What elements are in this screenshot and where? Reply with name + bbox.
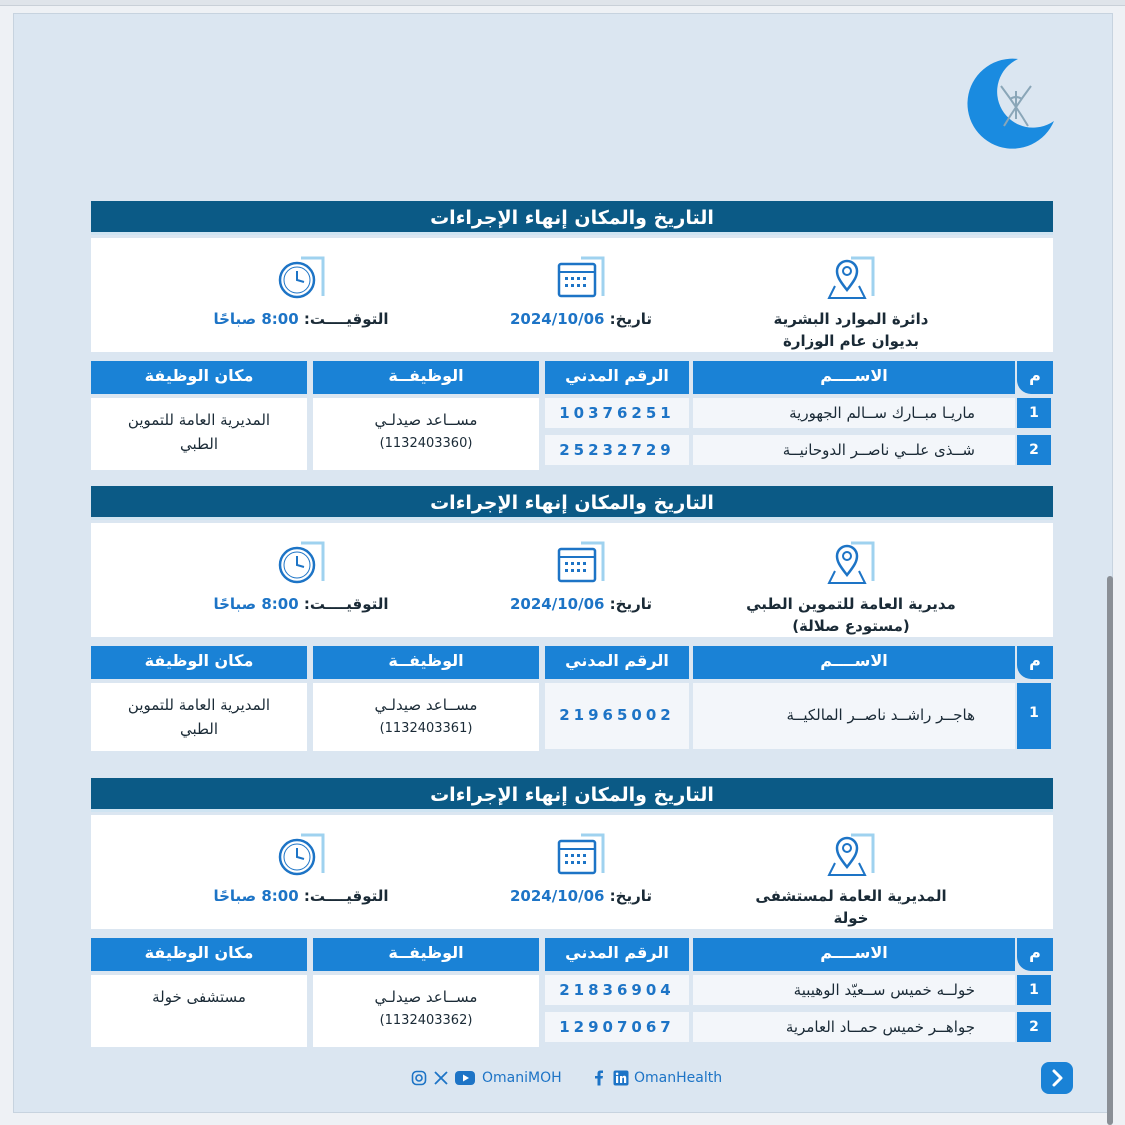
- calendar-icon: [555, 541, 607, 587]
- section-1: [91, 201, 1053, 470]
- ministry-logo-icon: [956, 51, 1061, 156]
- header-job: الوظيفــة: [313, 361, 539, 394]
- clock-icon: [275, 833, 327, 879]
- map-pin-icon: [825, 541, 877, 587]
- location-info: [741, 238, 961, 352]
- table-row-civil-id: 25232729: [545, 435, 689, 465]
- date-info: [491, 523, 671, 637]
- linkedin-icon[interactable]: [613, 1070, 629, 1086]
- job-cell: [313, 975, 539, 1047]
- header-civil-id: الرقم المدني: [545, 938, 689, 971]
- table-body: [91, 398, 1053, 470]
- time-label: التوقيــــت:: [298, 887, 389, 905]
- location-info: [741, 523, 961, 637]
- social-footer: [411, 1067, 741, 1091]
- header-place: مكان الوظيفة: [91, 361, 307, 394]
- time-label: التوقيــــت:: [298, 310, 389, 328]
- header-civil-id: الرقم المدني: [545, 646, 689, 679]
- job-title: مســاعد صيدلـي: [374, 411, 478, 429]
- date-label: تاريخ:: [604, 887, 653, 905]
- date-value: 2024/10/06: [509, 595, 605, 613]
- clock-icon: [275, 256, 327, 302]
- job-code: (1132403362): [379, 1013, 473, 1028]
- chevron-right-icon: [1041, 1062, 1073, 1094]
- table-header: [91, 646, 1053, 679]
- section-3: [91, 778, 1053, 1047]
- time-value: 8:00 صباحًا: [213, 887, 299, 905]
- handle-omanhealth[interactable]: OmanHealth: [634, 1070, 723, 1086]
- table-header: [91, 361, 1053, 394]
- job-cell: [313, 683, 539, 751]
- location-line2: (مستودع صلالة): [792, 617, 910, 635]
- header-name: الاســــم: [693, 938, 1015, 971]
- place-line2: الطبي: [179, 435, 219, 453]
- table-row-civil-id: 10376251: [545, 398, 689, 428]
- time-label: التوقيــــت:: [298, 595, 389, 613]
- top-strip: [0, 0, 1125, 6]
- table-header: [91, 938, 1053, 971]
- table-row-civil-id: 12907067: [545, 1012, 689, 1042]
- info-panel: [91, 815, 1053, 929]
- location-line1: مديرية العامة للتموين الطبي: [746, 595, 956, 613]
- date-value: 2024/10/06: [509, 310, 605, 328]
- scrollbar[interactable]: [1107, 576, 1113, 1125]
- header-m: م: [1017, 646, 1053, 679]
- section-title: التاريخ والمكان إنهاء الإجراءات: [91, 486, 1053, 520]
- section-title: التاريخ والمكان إنهاء الإجراءات: [91, 778, 1053, 812]
- row-number: 1: [1017, 398, 1051, 428]
- table-row-name: جواهــر خميس حمــاد العامرية: [693, 1012, 1015, 1042]
- instagram-icon[interactable]: [411, 1070, 427, 1086]
- section-title: التاريخ والمكان إنهاء الإجراءات: [91, 201, 1053, 235]
- facebook-icon[interactable]: [593, 1070, 605, 1086]
- place-cell: [91, 975, 307, 1047]
- table-row-name: خولــه خميس ســعيّد الوهيبية: [693, 975, 1015, 1005]
- table-body: [91, 975, 1053, 1047]
- location-line1: دائرة الموارد البشرية: [773, 310, 929, 328]
- job-code: (1132403360): [379, 436, 473, 451]
- time-value: 8:00 صباحًا: [213, 595, 299, 613]
- job-cell: [313, 398, 539, 470]
- date-info: [491, 815, 671, 929]
- header-name: الاســــم: [693, 646, 1015, 679]
- date-label: تاريخ:: [604, 310, 653, 328]
- date-info: [491, 238, 671, 352]
- location-line1: المديرية العامة لمستشفى خولة: [755, 887, 947, 927]
- place-line2: الطبي: [179, 720, 219, 738]
- map-pin-icon: [825, 256, 877, 302]
- time-info: [191, 238, 411, 352]
- calendar-icon: [555, 833, 607, 879]
- table-body: [91, 683, 1053, 751]
- location-info: [741, 815, 961, 929]
- header-name: الاســــم: [693, 361, 1015, 394]
- place-cell: [91, 683, 307, 751]
- row-number: 2: [1017, 435, 1051, 465]
- place-cell: [91, 398, 307, 470]
- row-number: 1: [1017, 975, 1051, 1005]
- next-button[interactable]: [1041, 1062, 1073, 1094]
- header-m: م: [1017, 361, 1053, 394]
- section-2: [91, 486, 1053, 751]
- job-title: مســاعد صيدلـي: [374, 988, 478, 1006]
- time-info: [191, 523, 411, 637]
- x-icon[interactable]: [433, 1070, 449, 1086]
- clock-icon: [275, 541, 327, 587]
- time-info: [191, 815, 411, 929]
- place-line1: المديرية العامة للتموين: [127, 411, 271, 429]
- table-row-name: شــذى علــي ناصــر الدوحانيــة: [693, 435, 1015, 465]
- location-line2: بديوان عام الوزارة: [782, 332, 920, 350]
- handle-omanimoh[interactable]: OmaniMOH: [482, 1070, 562, 1086]
- table-row-name: ماريـا مبــارك ســالم الجهورية: [693, 398, 1015, 428]
- header-place: مكان الوظيفة: [91, 938, 307, 971]
- header-job: الوظيفــة: [313, 938, 539, 971]
- header-civil-id: الرقم المدني: [545, 361, 689, 394]
- calendar-icon: [555, 256, 607, 302]
- table-row-civil-id: 21965002: [545, 683, 689, 749]
- time-value: 8:00 صباحًا: [213, 310, 299, 328]
- date-value: 2024/10/06: [509, 887, 605, 905]
- row-number: 1: [1017, 683, 1051, 749]
- place-line1: المديرية العامة للتموين: [127, 696, 271, 714]
- job-code: (1132403361): [379, 721, 473, 736]
- header-job: الوظيفــة: [313, 646, 539, 679]
- table-row-civil-id: 21836904: [545, 975, 689, 1005]
- header-place: مكان الوظيفة: [91, 646, 307, 679]
- table-row-name: هاجــر راشــد ناصــر المالكيــة: [693, 683, 1015, 749]
- place-line1: مستشفى خولة: [152, 988, 246, 1006]
- info-panel: [91, 238, 1053, 352]
- header-m: م: [1017, 938, 1053, 971]
- youtube-icon[interactable]: [454, 1070, 476, 1086]
- row-number: 2: [1017, 1012, 1051, 1042]
- info-panel: [91, 523, 1053, 637]
- job-title: مســاعد صيدلـي: [374, 696, 478, 714]
- announcement-card: [13, 13, 1113, 1113]
- map-pin-icon: [825, 833, 877, 879]
- date-label: تاريخ:: [604, 595, 653, 613]
